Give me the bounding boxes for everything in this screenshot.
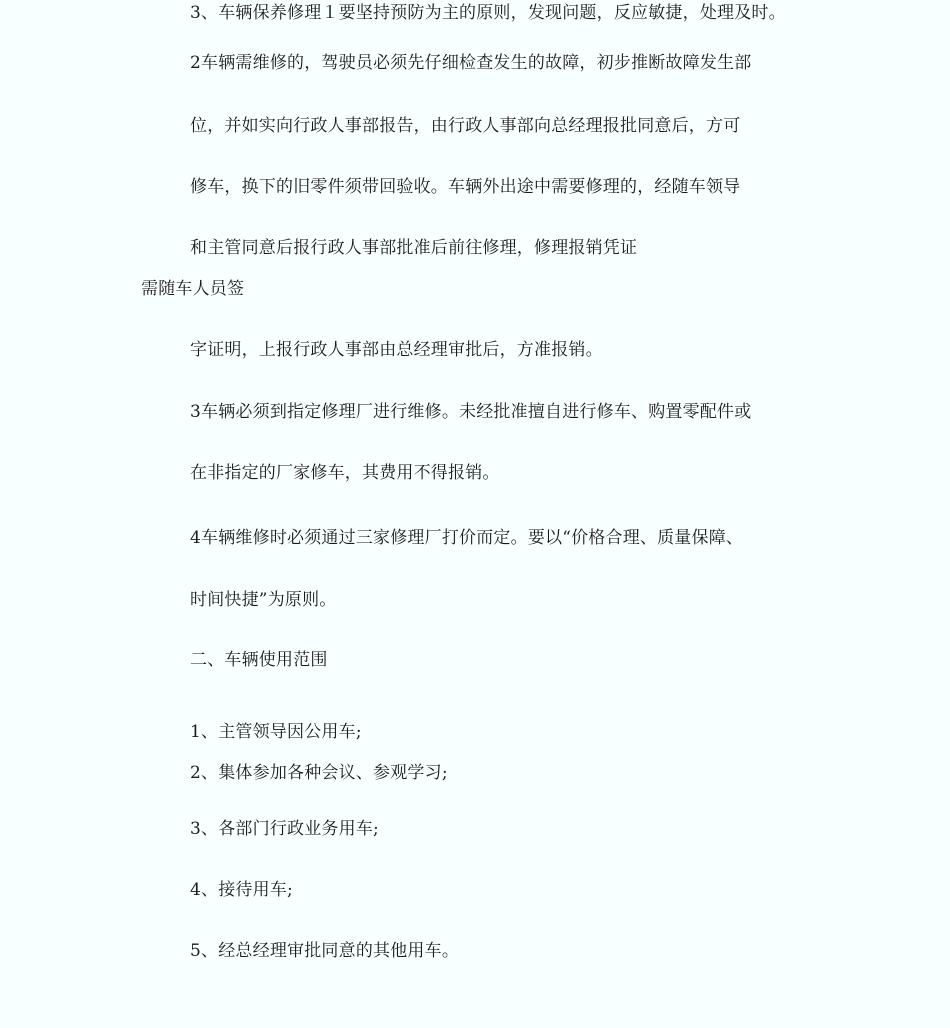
paragraph-line: 位，并如实向行政人事部报告，由行政人事部向总经理报批同意后，方可 — [190, 116, 741, 136]
list-item: 5、经总经理审批同意的其他用车。 — [190, 941, 460, 961]
paragraph-line: 3、车辆保养修理１要坚持预防为主的原则，发现问题，反应敏捷，处理及时。 — [190, 3, 786, 23]
list-item: 2、集体参加各种会议、参观学习; — [190, 763, 448, 783]
list-item: 1、主管领导因公用车; — [190, 722, 362, 742]
list-item: 4、接待用车; — [190, 880, 293, 900]
paragraph-line: 3车辆必须到指定修理厂进行维修。未经批准擅自进行修车、购置零配件或 — [190, 402, 752, 422]
paragraph-line: 和主管同意后报行政人事部批准后前往修理，修理报销凭证 — [190, 238, 638, 258]
paragraph-line: 修车，换下的旧零件须带回验收。车辆外出途中需要修理的，经随车领导 — [190, 177, 741, 197]
section-heading: 二、车辆使用范围 — [190, 650, 328, 670]
paragraph-line: 需随车人员签 — [141, 279, 245, 299]
paragraph-line: 字证明，上报行政人事部由总经理审批后，方准报销。 — [190, 340, 603, 360]
paragraph-line: 在非指定的厂家修车，其费用不得报销。 — [190, 463, 500, 483]
paragraph-line: 2车辆需维修的，驾驶员必须先仔细检查发生的故障，初步推断故障发生部 — [190, 53, 752, 73]
list-item: 3、各部门行政业务用车; — [190, 819, 379, 839]
paragraph-line: 4车辆维修时必须通过三家修理厂打价而定。要以“价格合理、质量保障、 — [190, 528, 744, 548]
paragraph-line: 时间快捷”为原则。 — [190, 590, 337, 610]
